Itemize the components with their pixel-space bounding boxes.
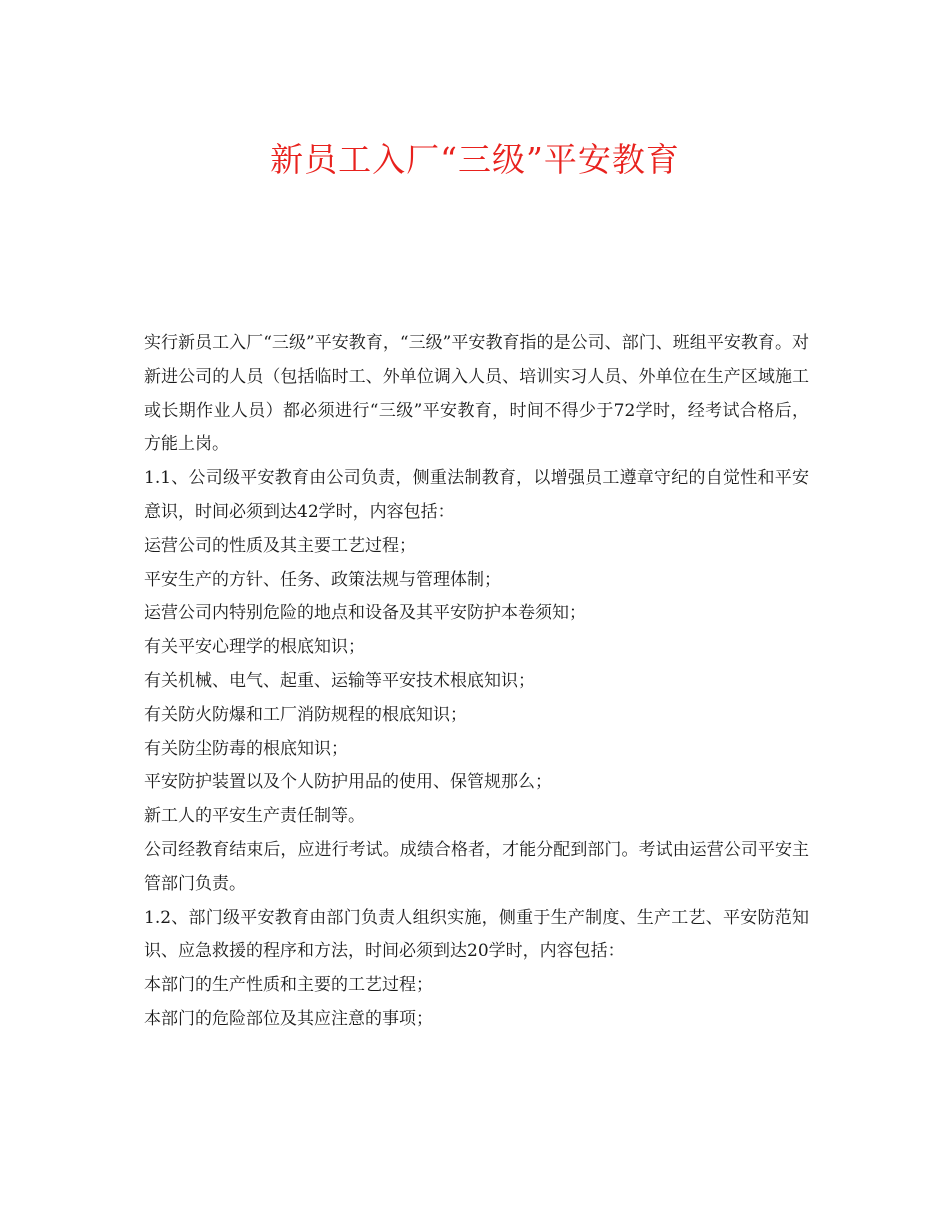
paragraph: 1.2、部门级平安教育由部门负责人组织实施，侧重于生产制度、生产工艺、平安防范知识、应急救援的程序和方法，时间必须到达20学时，内容包括： [144, 907, 809, 962]
paragraph: 实行新员工入厂“三级”平安教育，“三级”平安教育指的是公司、部门、班组平安教育。对新进公司的人员（包括临时工、外单位调入人员、培训实习人员、外单位在生产区域施工或长期作业人员）都必须进行“三级”平安教育，时间不得少于72学时，经考试合格后，方能上岗。 [144, 333, 809, 455]
list-item: 新工人的平安生产责任制等。 [144, 806, 365, 827]
document-body [144, 327, 809, 1037]
list-item: 本部门的生产性质和主要的工艺过程； [144, 975, 433, 996]
paragraph: 1.1、公司级平安教育由公司负责，侧重法制教育，以增强员工遵章守纪的自觉性和平安意识，时间必须到达42学时，内容包括： [144, 468, 809, 522]
list-item: 平安防护装置以及个人防护用品的使用、保管规那么； [144, 772, 552, 793]
list-item: 运营公司内特别危险的地点和设备及其平安防护本卷须知； [144, 603, 586, 624]
list-item: 有关机械、电气、起重、运输等平安技术根底知识； [144, 670, 535, 691]
list-item: 运营公司的性质及其主要工艺过程； [144, 535, 416, 556]
list-item: 有关防尘防毒的根底知识； [144, 738, 348, 759]
list-item: 本部门的危险部位及其应注意的事项； [144, 1008, 433, 1029]
list-item: 平安生产的方针、任务、政策法规与管理体制； [144, 569, 501, 590]
list-item: 有关平安心理学的根底知识； [144, 637, 365, 658]
paragraph: 公司经教育结束后，应进行考试。成绩合格者，才能分配到部门。考试由运营公司平安主管部门负责。 [144, 839, 809, 894]
document-title: 新员工入厂“三级”平安教育 [270, 140, 680, 179]
list-item: 有关防火防爆和工厂消防规程的根底知识； [144, 704, 467, 725]
